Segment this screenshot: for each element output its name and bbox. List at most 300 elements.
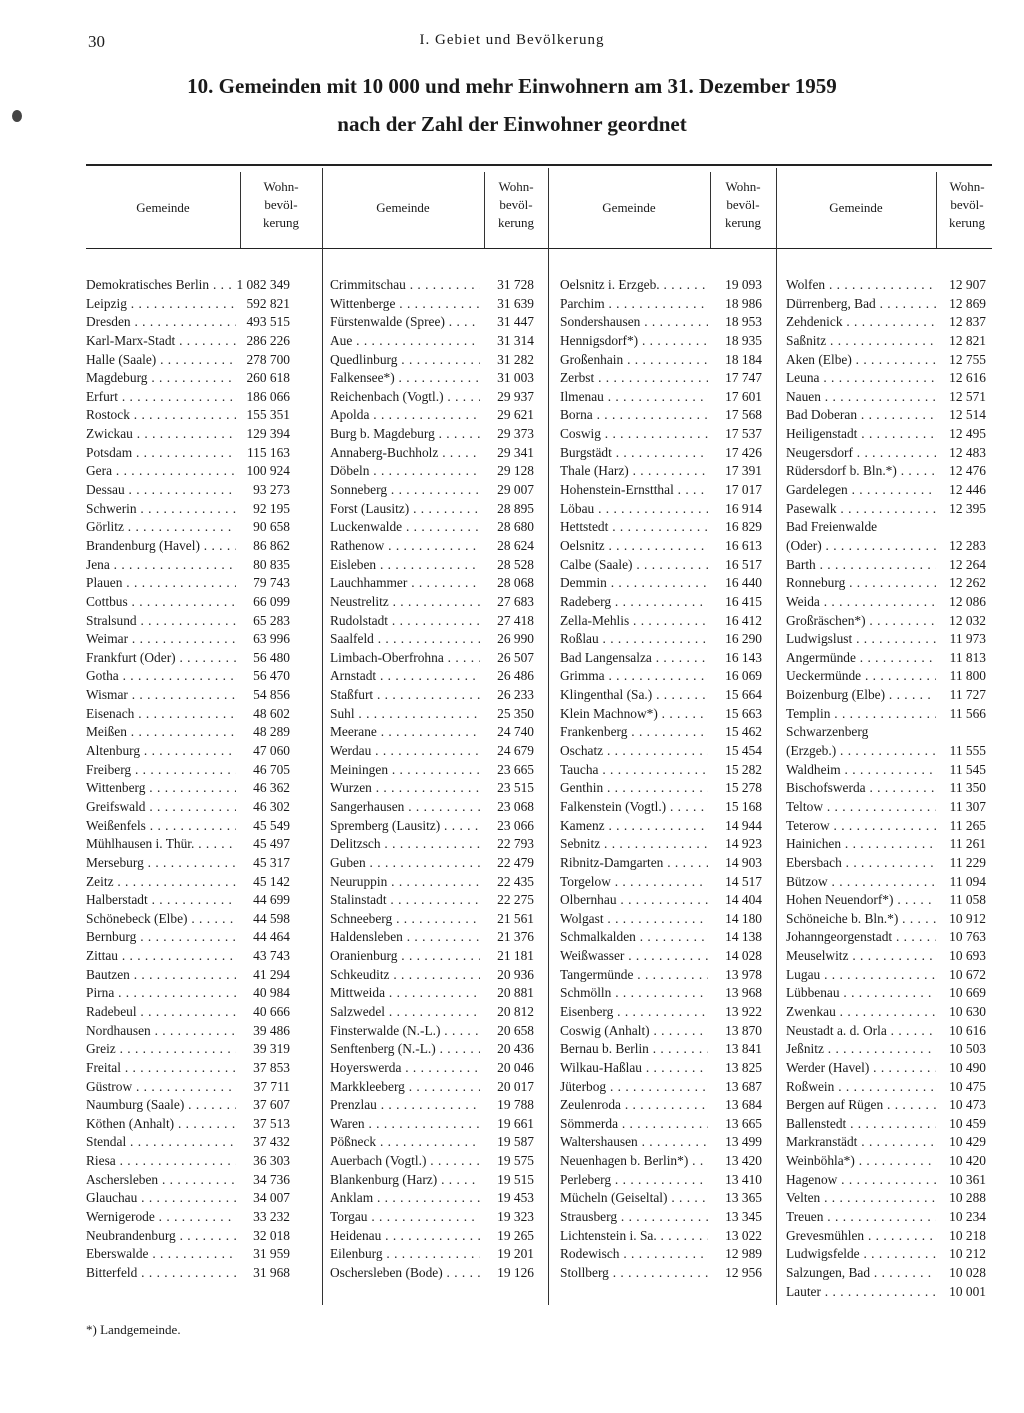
table-row [786, 910, 986, 929]
gemeinde-name: Neugersdorf . . . [786, 444, 936, 463]
einwohner-value: 15 282 [725, 761, 762, 777]
gemeinde-name: Neuenhagen b. Berlin*) . . . [560, 1152, 708, 1171]
table-row [330, 425, 534, 444]
gemeinde-name: Sebnitz . . . [560, 835, 708, 854]
table-row [786, 1078, 986, 1097]
gemeinde-name: Bernau b. Berlin . . . [560, 1040, 708, 1059]
gemeinde-name: Merseburg . . . [86, 854, 236, 873]
gemeinde-name: Heiligenstadt . . . [786, 425, 936, 444]
table-row [786, 1283, 986, 1302]
einwohner-value: 11 813 [949, 649, 986, 665]
table-row [560, 779, 762, 798]
gemeinde-name: Boizenburg (Elbe) . . . [786, 686, 936, 705]
table-row [86, 649, 290, 668]
gemeinde-name: Plauen . . . [86, 574, 236, 593]
table-row [330, 630, 534, 649]
gemeinde-name: Meißen . . . [86, 723, 236, 742]
gemeinde-name: Potsdam . . . [86, 444, 236, 463]
gemeinde-name: Nordhausen . . . [86, 1022, 236, 1041]
einwohner-value: 16 829 [725, 519, 762, 535]
einwohner-value: 12 616 [949, 370, 986, 386]
table-row [560, 742, 762, 761]
table-row [330, 1040, 534, 1059]
table-column-4 [786, 276, 986, 1301]
gemeinde-name: Bützow . . . [786, 873, 936, 892]
einwohner-value: 12 837 [949, 314, 986, 330]
table-row [86, 612, 290, 631]
gemeinde-name: Mücheln (Geiseltal) . . . [560, 1189, 708, 1208]
table-row [330, 612, 534, 631]
gemeinde-name: Meiningen . . . [330, 761, 480, 780]
einwohner-value: 37 853 [253, 1059, 290, 1075]
einwohner-value: 14 944 [725, 817, 762, 833]
table-row [560, 1096, 762, 1115]
einwohner-value: 45 549 [253, 817, 290, 833]
gemeinde-name: Angermünde . . . [786, 649, 936, 668]
table-row [86, 1245, 290, 1264]
gemeinde-name: Stralsund . . . [86, 612, 236, 631]
table-row [86, 537, 290, 556]
table-row [560, 1171, 762, 1190]
gemeinde-name: Bad Langensalza . . . [560, 649, 708, 668]
gemeinde-name: Finsterwalde (N.-L.) . . . [330, 1022, 480, 1041]
table-row [330, 1096, 534, 1115]
table-row [560, 593, 762, 612]
table-row [86, 1227, 290, 1246]
einwohner-value: 16 412 [725, 612, 762, 628]
table-row [560, 351, 762, 370]
table-row [560, 910, 762, 929]
table-row [86, 1078, 290, 1097]
table-row [86, 444, 290, 463]
table-row [560, 1245, 762, 1264]
table-row [560, 1208, 762, 1227]
einwohner-value: 11 545 [949, 761, 986, 777]
gemeinde-name: Annaberg-Buchholz . . . [330, 444, 480, 463]
gemeinde-name: Grimma . . . [560, 667, 708, 686]
table-row [786, 1189, 986, 1208]
table-row [560, 1040, 762, 1059]
einwohner-value: 11 265 [949, 817, 986, 833]
einwohner-value: 24 740 [497, 724, 534, 740]
einwohner-value: 40 666 [253, 1003, 290, 1019]
gemeinde-name: Frankfurt (Oder) . . . [86, 649, 236, 668]
table-row [330, 1227, 534, 1246]
gemeinde-name: Greiz . . . [86, 1040, 236, 1059]
table-row [560, 817, 762, 836]
table-row [330, 761, 534, 780]
table-row [86, 593, 290, 612]
gemeinde-name: Senftenberg (N.-L.) . . . [330, 1040, 480, 1059]
gemeinde-name: Blankenburg (Harz) . . . [330, 1171, 480, 1190]
gemeinde-name: Demokratisches Berlin . . . [86, 276, 236, 295]
running-head: I. Gebiet und Bevölkerung [419, 32, 605, 48]
table-row [560, 891, 762, 910]
gemeinde-name: Magdeburg . . . [86, 369, 236, 388]
einwohner-value: 11 058 [949, 892, 986, 908]
einwohner-value: 10 473 [949, 1097, 986, 1113]
gemeinde-name: Delitzsch . . . [330, 835, 480, 854]
table-row [86, 406, 290, 425]
einwohner-value: 1 082 349 [236, 277, 290, 292]
einwohner-value: 11 350 [949, 780, 986, 796]
gemeinde-name: Schöneiche b. Bln.*) . . . [786, 910, 936, 929]
einwohner-value: 13 420 [725, 1153, 762, 1169]
table-row [330, 1059, 534, 1078]
table-row [330, 1022, 534, 1041]
table-row [786, 1245, 986, 1264]
einwohner-value: 45 142 [253, 873, 290, 889]
gemeinde-name: Wilkau-Haßlau . . . [560, 1059, 708, 1078]
einwohner-value: 41 294 [253, 966, 290, 982]
einwohner-value: 23 068 [497, 798, 534, 814]
einwohner-value: 31 282 [497, 351, 534, 367]
einwohner-value: 28 895 [497, 500, 534, 516]
header-gemeinde: Gemeinde [136, 200, 190, 215]
einwohner-value: 10 212 [949, 1246, 986, 1262]
einwohner-value: 44 699 [253, 892, 290, 908]
einwohner-value: 48 602 [253, 705, 290, 721]
gemeinde-name: Mühlhausen i. Thür. . . . [86, 835, 236, 854]
table-row [560, 1227, 762, 1246]
header-wohnbevoelkerung: Wohn- bevöl- kerung [948, 179, 986, 230]
gemeinde-name: Riesa . . . [86, 1152, 236, 1171]
gemeinde-name: Pößneck . . . [330, 1133, 480, 1152]
gemeinde-name: Thale (Harz) . . . [560, 462, 708, 481]
gemeinde-name: Eilenburg . . . [330, 1245, 480, 1264]
einwohner-value: 15 664 [725, 687, 762, 703]
table-row [330, 966, 534, 985]
table-row [86, 1040, 290, 1059]
einwohner-value: 47 060 [253, 743, 290, 759]
einwohner-value: 12 514 [949, 407, 986, 423]
table-top-rule [86, 164, 992, 166]
gemeinde-name: Eberswalde . . . [86, 1245, 236, 1264]
gemeinde-name: Markkleeberg . . . [330, 1078, 480, 1097]
gemeinde-name: Zwenkau . . . [786, 1003, 936, 1022]
gemeinde-name: Görlitz . . . [86, 518, 236, 537]
gemeinde-name: Johanngeorgenstadt . . . [786, 928, 936, 947]
einwohner-value: 14 517 [725, 873, 762, 889]
gemeinde-name: Stollberg . . . [560, 1264, 708, 1283]
gemeinde-name: Gotha . . . [86, 667, 236, 686]
einwohner-value: 56 470 [253, 668, 290, 684]
einwohner-value: 115 163 [246, 444, 290, 460]
gemeinde-name: Haldensleben . . . [330, 928, 480, 947]
table-row [560, 1264, 762, 1283]
gemeinde-name: Frankenberg . . . [560, 723, 708, 742]
gemeinde-name: Saalfeld . . . [330, 630, 480, 649]
einwohner-value: 19 575 [497, 1153, 534, 1169]
gemeinde-name: Lauter . . . [786, 1283, 936, 1302]
gemeinde-name: Rathenow . . . [330, 537, 480, 556]
gemeinde-name: Lübbenau . . . [786, 984, 936, 1003]
table-row [786, 612, 986, 631]
gemeinde-name: Schneeberg . . . [330, 910, 480, 929]
einwohner-value: 11 261 [949, 836, 986, 852]
gemeinde-name: Schönebeck (Elbe) . . . [86, 910, 236, 929]
table-row [86, 1152, 290, 1171]
gemeinde-name: Bad Freienwalde [786, 519, 878, 535]
table-row [330, 556, 534, 575]
table-row [786, 1003, 986, 1022]
einwohner-value: 16 069 [725, 668, 762, 684]
gemeinde-name: Hoyerswerda . . . [330, 1059, 480, 1078]
einwohner-value: 92 195 [253, 500, 290, 516]
table-row [786, 406, 986, 425]
gemeinde-name: Olbernhau . . . [560, 891, 708, 910]
einwohner-value: 12 283 [949, 537, 986, 553]
gemeinde-name: Schwerin . . . [86, 500, 236, 519]
einwohner-value: 26 507 [497, 649, 534, 665]
einwohner-value: 20 658 [497, 1022, 534, 1038]
table-row [560, 1152, 762, 1171]
table-row [786, 1227, 986, 1246]
gemeinde-name: Meerane . . . [330, 723, 480, 742]
gemeinde-name: Schmalkalden . . . [560, 928, 708, 947]
einwohner-value: 12 395 [949, 500, 986, 516]
einwohner-value: 10 912 [949, 910, 986, 926]
gemeinde-name: Sangerhausen . . . [330, 798, 480, 817]
table-row [560, 630, 762, 649]
einwohner-value: 13 841 [725, 1041, 762, 1057]
table-row [786, 481, 986, 500]
einwohner-value: 27 683 [497, 593, 534, 609]
table-row [786, 388, 986, 407]
gemeinde-name: Stendal . . . [86, 1133, 236, 1152]
table-column-1 [86, 276, 290, 1283]
table-row [86, 630, 290, 649]
einwohner-value: 48 289 [253, 724, 290, 740]
einwohner-value: 17 601 [725, 388, 762, 404]
table-row [786, 351, 986, 370]
gemeinde-name: Oelsnitz . . . [560, 537, 708, 556]
einwohner-value: 12 495 [949, 426, 986, 442]
table-row [560, 444, 762, 463]
header-wohnbevoelkerung: Wohn- bevöl- kerung [724, 179, 762, 230]
einwohner-value: 22 435 [497, 873, 534, 889]
einwohner-value: 13 665 [725, 1115, 762, 1131]
gemeinde-name: Ilmenau . . . [560, 388, 708, 407]
gemeinde-name: Leuna . . . [786, 369, 936, 388]
table-row [330, 723, 534, 742]
table-row [560, 966, 762, 985]
table-row [560, 295, 762, 314]
gemeinde-name: Waren . . . [330, 1115, 480, 1134]
einwohner-value: 13 922 [725, 1003, 762, 1019]
einwohner-value: 14 138 [725, 929, 762, 945]
table-row [786, 798, 986, 817]
gemeinde-name: Genthin . . . [560, 779, 708, 798]
gemeinde-name: Radebeul . . . [86, 1003, 236, 1022]
gemeinde-name: Eisenach . . . [86, 705, 236, 724]
table-row [86, 1022, 290, 1041]
table-row [330, 1003, 534, 1022]
gemeinde-name: Wurzen . . . [330, 779, 480, 798]
table-row [786, 295, 986, 314]
einwohner-value: 16 613 [725, 537, 762, 553]
gemeinde-name: Waldheim . . . [786, 761, 936, 780]
table-row [330, 1245, 534, 1264]
einwohner-value: 13 499 [725, 1134, 762, 1150]
einwohner-value: 20 436 [497, 1041, 534, 1057]
einwohner-value: 11 973 [949, 631, 986, 647]
table-row [786, 1133, 986, 1152]
table-row [86, 705, 290, 724]
table-row [86, 425, 290, 444]
gemeinde-name: Coswig (Anhalt) . . . [560, 1022, 708, 1041]
gemeinde-name: Weißwasser . . . [560, 947, 708, 966]
einwohner-value: 17 537 [725, 426, 762, 442]
gemeinde-name: Schkeuditz . . . [330, 966, 480, 985]
table-row [560, 761, 762, 780]
gemeinde-name: Hainichen . . . [786, 835, 936, 854]
gemeinde-name: Bischofswerda . . . [786, 779, 936, 798]
table-row [86, 966, 290, 985]
einwohner-value: 10 490 [949, 1059, 986, 1075]
einwohner-value: 14 180 [725, 910, 762, 926]
table-row [86, 481, 290, 500]
gemeinde-name: Neuruppin . . . [330, 873, 480, 892]
gemeinde-name: Templin . . . [786, 705, 936, 724]
table-row [330, 984, 534, 1003]
gemeinde-name: Karl-Marx-Stadt . . . [86, 332, 236, 351]
gemeinde-name: Gardelegen . . . [786, 481, 936, 500]
gemeinde-name: Hennigsdorf*) . . . [560, 332, 708, 351]
gemeinde-name: Weida . . . [786, 593, 936, 612]
table-row [330, 891, 534, 910]
einwohner-value: 10 630 [949, 1003, 986, 1019]
table-row [86, 928, 290, 947]
table-row [560, 518, 762, 537]
column-divider [548, 168, 549, 1305]
gemeinde-name: Altenburg . . . [86, 742, 236, 761]
table-row [786, 425, 986, 444]
gemeinde-name: Strausberg . . . [560, 1208, 708, 1227]
table-row [330, 742, 534, 761]
gemeinde-name: Luckenwalde . . . [330, 518, 480, 537]
table-row [560, 388, 762, 407]
table-row [786, 891, 986, 910]
table-row [560, 481, 762, 500]
table-row [560, 723, 762, 742]
table-row [786, 1152, 986, 1171]
header-wohnbevoelkerung: Wohn- bevöl- kerung [497, 179, 535, 230]
einwohner-value: 18 986 [725, 295, 762, 311]
gemeinde-name: Ronneburg . . . [786, 574, 936, 593]
gemeinde-name: Calbe (Saale) . . . [560, 556, 708, 575]
table-row [786, 1022, 986, 1041]
einwohner-value: 12 446 [949, 482, 986, 498]
gemeinde-name: Lauchhammer . . . [330, 574, 480, 593]
einwohner-value: 45 317 [253, 854, 290, 870]
footnote: *) Landgemeinde. [86, 1322, 181, 1337]
einwohner-value: 28 528 [497, 556, 534, 572]
einwohner-value: 66 099 [253, 593, 290, 609]
einwohner-value: 16 914 [725, 500, 762, 516]
gemeinde-name: Bernburg . . . [86, 928, 236, 947]
einwohner-value: 90 658 [253, 519, 290, 535]
gemeinde-name: Lugau . . . [786, 966, 936, 985]
gemeinde-name: Oranienburg . . . [330, 947, 480, 966]
table-row [786, 444, 986, 463]
einwohner-value: 29 937 [497, 388, 534, 404]
table-row [86, 1133, 290, 1152]
table-row [330, 276, 534, 295]
gemeinde-name: Tangermünde . . . [560, 966, 708, 985]
einwohner-value: 28 068 [497, 575, 534, 591]
einwohner-value: 12 907 [949, 277, 986, 292]
table-row [330, 1208, 534, 1227]
einwohner-value: 19 788 [497, 1097, 534, 1113]
gemeinde-name: Treuen . . . [786, 1208, 936, 1227]
table-row [560, 425, 762, 444]
einwohner-value: 22 793 [497, 836, 534, 852]
table-row [560, 462, 762, 481]
table-row [330, 928, 534, 947]
table-row [786, 1096, 986, 1115]
gemeinde-name: Torgau . . . [330, 1208, 480, 1227]
einwohner-value: 10 420 [949, 1153, 986, 1169]
einwohner-value: 17 426 [725, 444, 762, 460]
table-row [86, 984, 290, 1003]
einwohner-value: 19 093 [725, 277, 762, 292]
gemeinde-name: Sonneberg . . . [330, 481, 480, 500]
gemeinde-name: Jeßnitz . . . [786, 1040, 936, 1059]
einwohner-value: 93 273 [253, 482, 290, 498]
einwohner-value: 31 447 [497, 314, 534, 330]
table-row [786, 705, 986, 724]
einwohner-value: 43 743 [253, 948, 290, 964]
gemeinde-name: Rudolstadt . . . [330, 612, 480, 631]
gemeinde-name: Ebersbach . . . [786, 854, 936, 873]
table-row [86, 723, 290, 742]
header-wohnbevoelkerung: Wohn- bevöl- kerung [262, 179, 300, 230]
einwohner-value: 29 373 [497, 426, 534, 442]
gemeinde-name: Teterow . . . [786, 817, 936, 836]
gemeinde-name: Rostock . . . [86, 406, 236, 425]
gemeinde-name: Zittau . . . [86, 947, 236, 966]
einwohner-value: 493 515 [246, 314, 290, 330]
table-row [786, 1059, 986, 1078]
gemeinde-name: Bergen auf Rügen . . . [786, 1096, 936, 1115]
einwohner-value: 16 143 [725, 649, 762, 665]
einwohner-value: 20 017 [497, 1078, 534, 1094]
gemeinde-name: Fürstenwalde (Spree) . . . [330, 313, 480, 332]
table-row [786, 649, 986, 668]
gemeinde-name: Pasewalk . . . [786, 500, 936, 519]
einwohner-value: 46 705 [253, 761, 290, 777]
einwohner-value: 12 989 [725, 1246, 762, 1262]
einwohner-value: 19 126 [497, 1264, 534, 1280]
einwohner-value: 15 168 [725, 798, 762, 814]
gemeinde-name: Erfurt . . . [86, 388, 236, 407]
table-row [86, 276, 290, 295]
gemeinde-name: Torgelow . . . [560, 873, 708, 892]
einwohner-value: 22 275 [497, 892, 534, 908]
gemeinde-name: Jüterbog . . . [560, 1078, 708, 1097]
table-row [786, 928, 986, 947]
gemeinde-name: Waltershausen . . . [560, 1133, 708, 1152]
gemeinde-name: Wernigerode . . . [86, 1208, 236, 1227]
table-row [786, 1040, 986, 1059]
table-row [330, 1189, 534, 1208]
table-row [330, 351, 534, 370]
table-row [86, 351, 290, 370]
gemeinde-name: Werder (Havel) . . . [786, 1059, 936, 1078]
table-row [560, 1133, 762, 1152]
einwohner-value: 63 996 [253, 631, 290, 647]
